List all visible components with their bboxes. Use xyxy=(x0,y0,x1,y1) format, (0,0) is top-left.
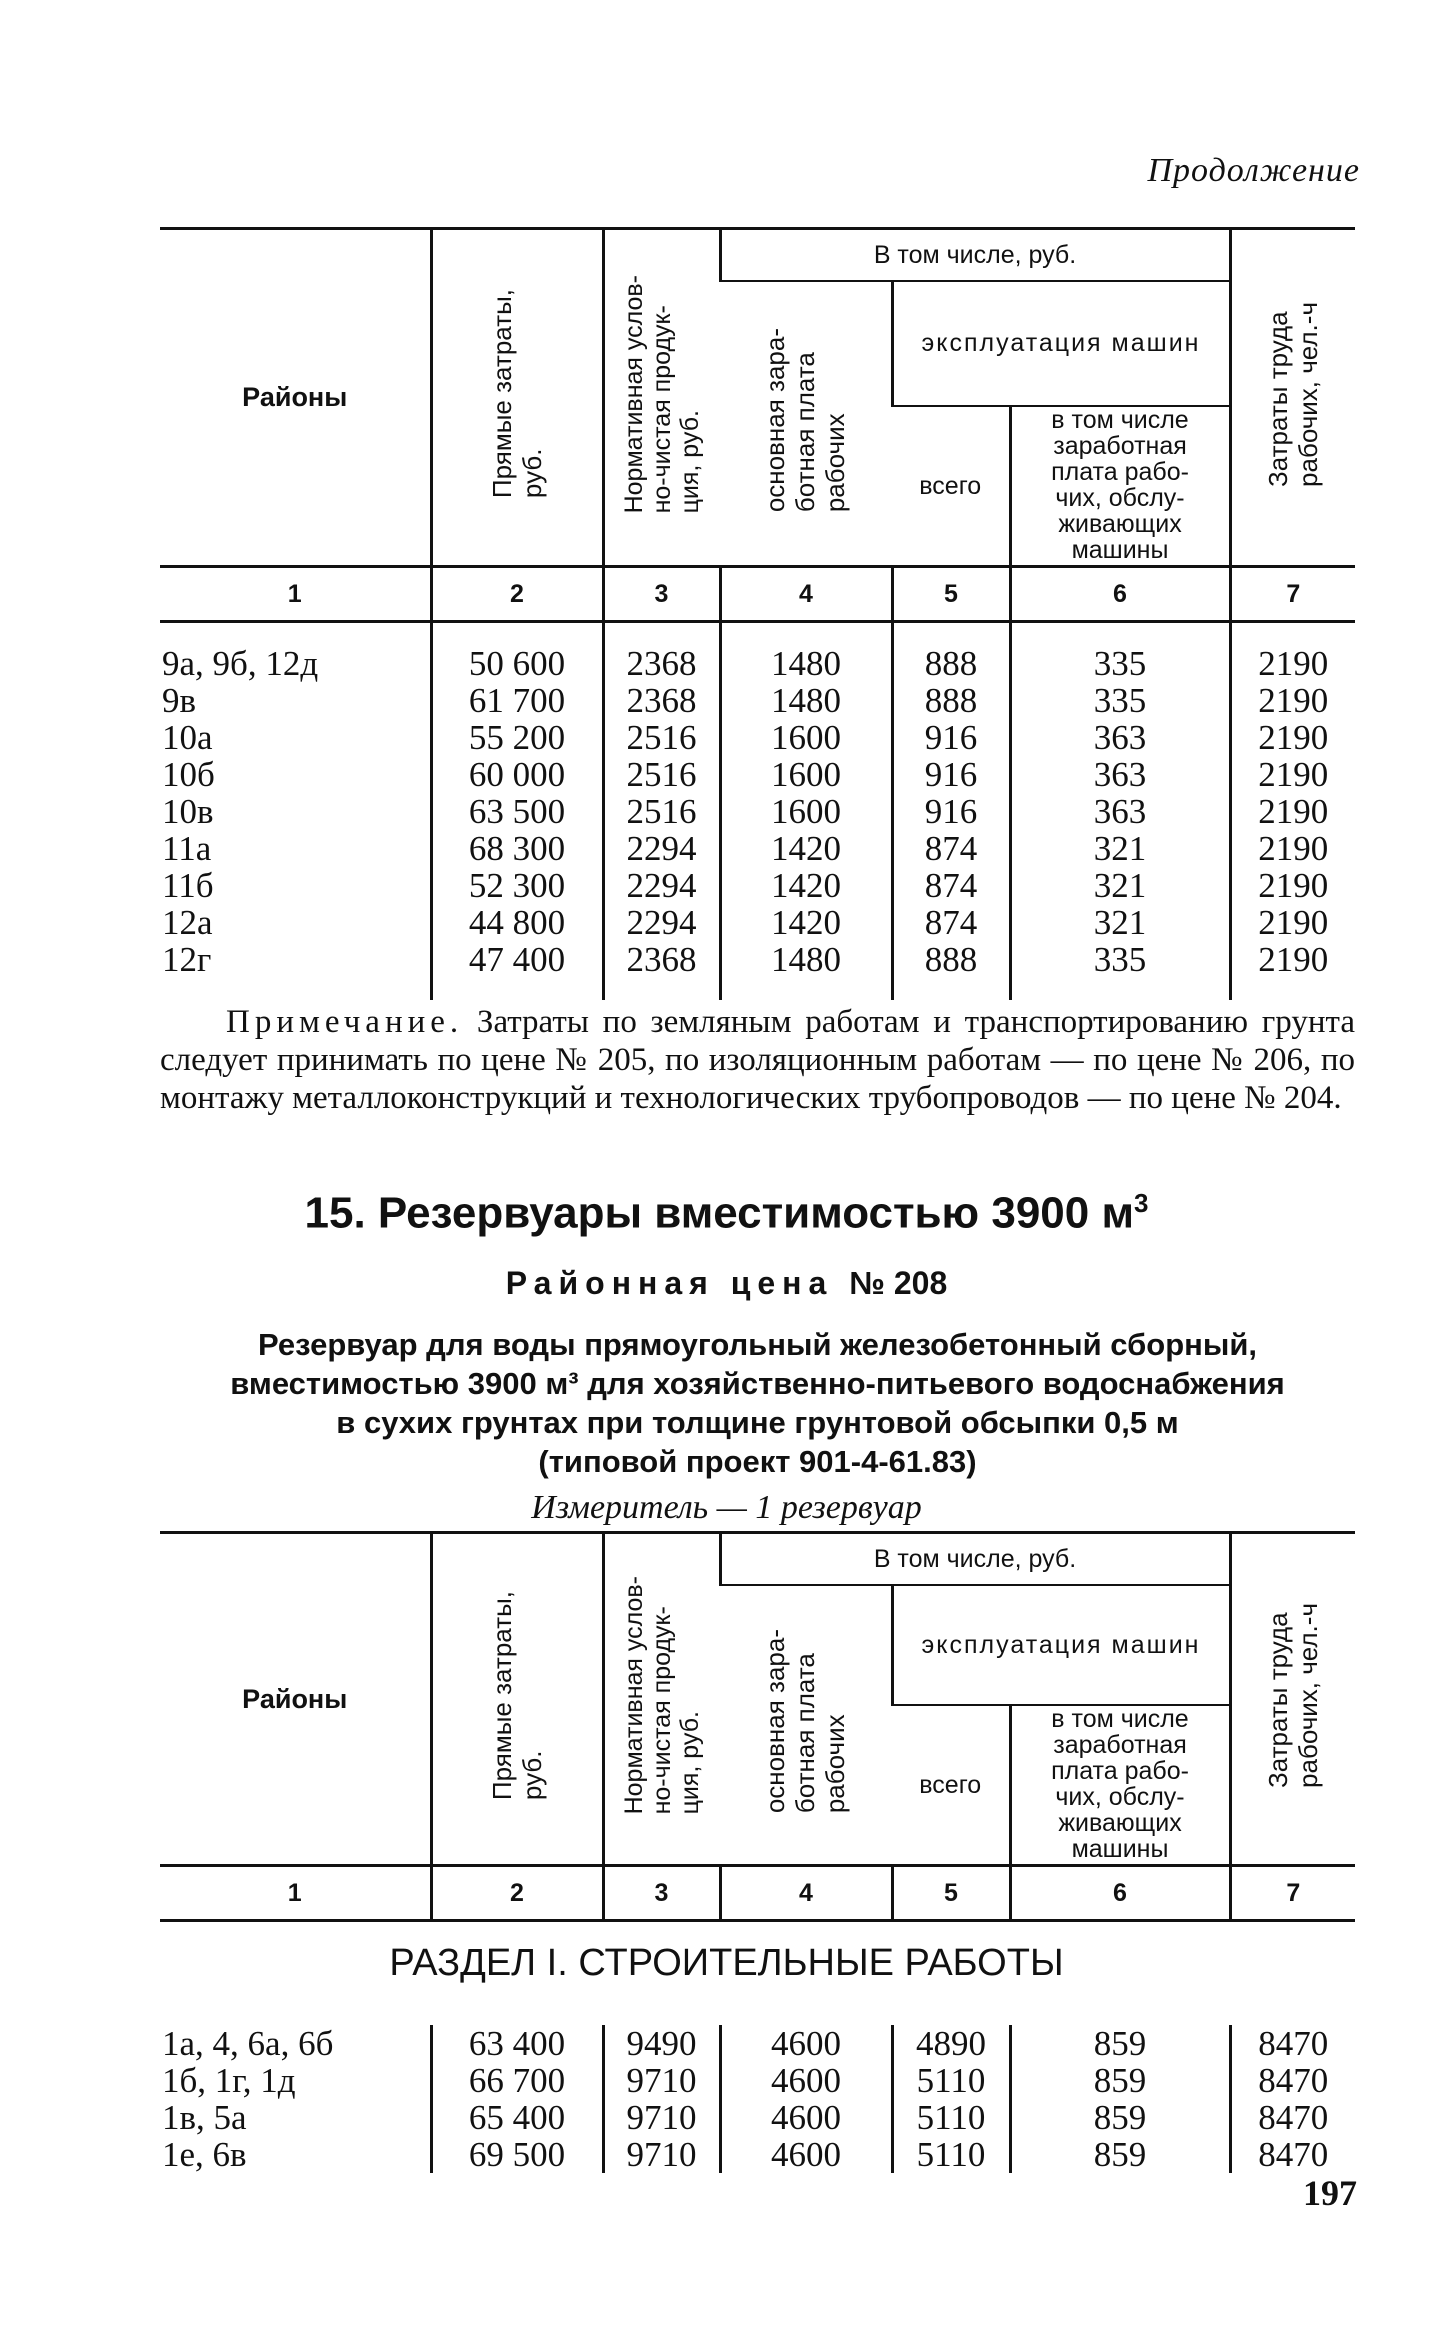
col-number: 3 xyxy=(603,1866,720,1921)
header-machine-operation: эксплуатация машин xyxy=(892,281,1230,406)
district-price: Районная цена № 208 xyxy=(505,1265,948,1301)
page-number: 197 xyxy=(1303,2173,1357,2213)
col-number: 4 xyxy=(720,567,892,622)
note-text: Затраты по земляным работам и транспортированию грунта следует принимать по цене № 205, по изоляционным работам — по цене № 206, по монтажу металлоконструкций и технологических трубопроводов — по цене № 204. xyxy=(160,1004,1355,1116)
header-normative-output: Нормативная услов- но-чистая продук- ция, руб. xyxy=(603,1533,720,1866)
section-heading-construction: РАЗДЕЛ I. СТРОИТЕЛЬНЫЕ РАБОТЫ xyxy=(389,1942,1064,1984)
header-base-wages: основная зара- ботная плата рабочих xyxy=(760,1629,851,1814)
reservoir-description: Резервуар для воды прямоугольный железобетонный сборный, вместимостью 3900 м³ для хозяйственно-питьевого водоснабжения в сухих грунтах при толщине грунтовой обсыпки 0,5 м (типовой проект 901-4-61.83) xyxy=(230,1327,1285,1479)
note-paragraph xyxy=(160,1003,1355,1117)
table-row: 10б 60 000 2516 1600 916 363 2190 xyxy=(160,756,1355,793)
meter-label: Измеритель — 1 резервуар xyxy=(531,1489,922,1526)
col-number: 2 xyxy=(431,1866,603,1921)
header-machine-operation: эксплуатация машин xyxy=(892,1585,1230,1705)
header-districts: Районы xyxy=(160,229,431,567)
table-row: 10в 63 500 2516 1600 916 363 2190 xyxy=(160,793,1355,830)
table-row: 10а 55 200 2516 1600 916 363 2190 xyxy=(160,719,1355,756)
col-number: 7 xyxy=(1230,1866,1355,1921)
col-number: 2 xyxy=(431,567,603,622)
col-number: 1 xyxy=(160,567,431,622)
section-title: 15. Резервуары вместимостью 3900 $м^3$ xyxy=(304,1188,1149,1238)
col-number: 4 xyxy=(720,1866,892,1921)
header-base-wages: основная зара- ботная плата рабочих xyxy=(760,327,851,513)
table-row: 1б, 1г, 1д 66 700 9710 4600 5110 859 8470 xyxy=(160,2062,1355,2099)
col-number: 6 xyxy=(1010,1866,1230,1921)
table-row: 11а 68 300 2294 1420 874 321 2190 xyxy=(160,830,1355,867)
col-number: 7 xyxy=(1230,567,1355,622)
header-districts: Районы xyxy=(160,1533,431,1866)
header-labor: Затраты труда рабочих, чел.-ч xyxy=(1230,1533,1355,1866)
cost-table-1 xyxy=(160,227,1355,1000)
note-label: Примечание. xyxy=(226,1004,464,1040)
table-row: 12г 47 400 2368 1480 888 335 2190 xyxy=(160,941,1355,978)
col-number: 1 xyxy=(160,1866,431,1921)
col-number: 5 xyxy=(892,1866,1010,1921)
col-number: 3 xyxy=(603,567,720,622)
table-row: 9в 61 700 2368 1480 888 335 2190 xyxy=(160,682,1355,719)
cost-table-2 xyxy=(160,1531,1355,1922)
header-incl-wages: в том числе заработная плата рабо- чих, обслу- живающих машины xyxy=(1010,406,1230,567)
header-direct-costs: Прямые затраты, руб. xyxy=(431,229,603,567)
table-row: 12а 44 800 2294 1420 874 321 2190 xyxy=(160,904,1355,941)
header-including: В том числе, руб. xyxy=(720,229,1230,282)
header-incl-wages: в том числе заработная плата рабо- чих, обслу- живающих машины xyxy=(1010,1705,1230,1866)
col-number: 5 xyxy=(892,567,1010,622)
header-normative-output: Нормативная услов- но-чистая продук- ция, руб. xyxy=(603,229,720,567)
table-row: 1е, 6в 69 500 9710 4600 5110 859 8470 xyxy=(160,2136,1355,2173)
header-direct-costs: Прямые затраты, руб. xyxy=(431,1533,603,1866)
header-including: В том числе, руб. xyxy=(720,1533,1230,1586)
continuation-label: Продолжение xyxy=(1147,152,1360,189)
col-number: 6 xyxy=(1010,567,1230,622)
cost-table-2-body xyxy=(160,2025,1355,2173)
table-row: 9а, 9б, 12д 50 600 2368 1480 888 335 2190 xyxy=(160,645,1355,682)
table-row: 11б 52 300 2294 1420 874 321 2190 xyxy=(160,867,1355,904)
header-total: всего xyxy=(919,1770,982,1799)
table-row: 1в, 5а 65 400 9710 4600 5110 859 8470 xyxy=(160,2099,1355,2136)
table-row: 1а, 4, 6а, 6б 63 400 9490 4600 4890 859 8470 xyxy=(160,2025,1355,2062)
header-total: всего xyxy=(919,471,982,500)
header-labor: Затраты труда рабочих, чел.-ч xyxy=(1230,229,1355,567)
